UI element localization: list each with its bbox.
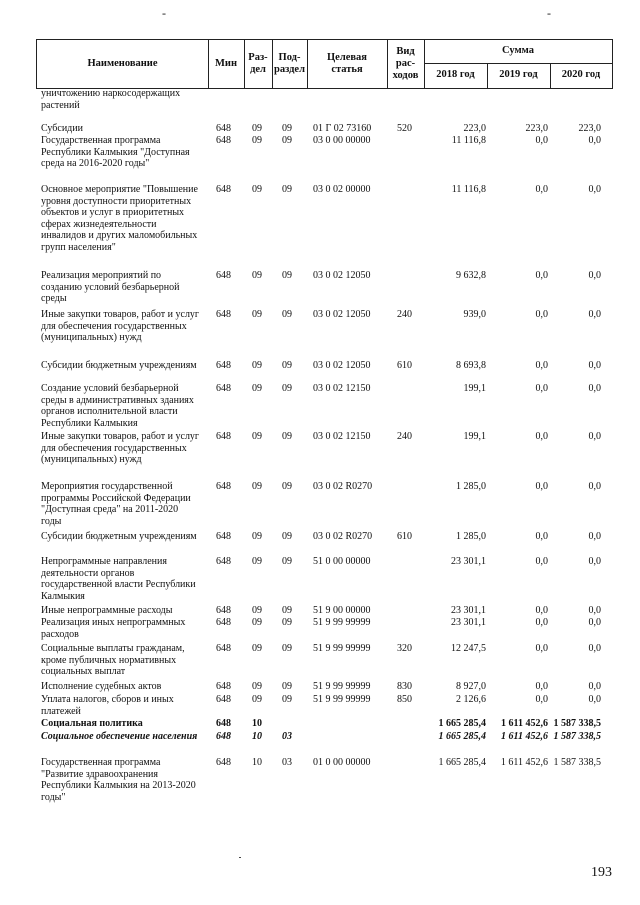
table-header: [36, 39, 613, 89]
row-expense-type: 520: [397, 123, 412, 134]
row-min: 648: [216, 718, 231, 729]
row-sum-2018: 12 247,5: [451, 643, 486, 654]
row-podrazdel: 09: [282, 605, 292, 616]
row-min: 648: [216, 383, 231, 394]
row-name: Иные закупки товаров, работ и услуг для обеспечения государственных (муниципальных) нужд: [41, 431, 200, 466]
row-sum-2018: 23 301,1: [451, 556, 486, 567]
row-sum-2018: 1 285,0: [456, 481, 486, 492]
row-podrazdel: 09: [282, 184, 292, 195]
row-podrazdel: 09: [282, 694, 292, 705]
row-sum-2019: 1 611 452,6: [501, 731, 548, 742]
row-min: 648: [216, 309, 231, 320]
row-name: Социальное обеспечение населения: [41, 731, 198, 742]
row-min: 648: [216, 270, 231, 281]
row-expense-type: 610: [397, 360, 412, 371]
row-razdel: 09: [252, 383, 262, 394]
row-sum-2018: 2 126,6: [456, 694, 486, 705]
top-mark-right: -: [547, 6, 551, 20]
row-name: Субсидии бюджетным учреждениям: [41, 531, 197, 542]
row-sum-2019: 0,0: [535, 481, 548, 492]
row-sum-2020: 1 587 338,5: [553, 757, 601, 768]
row-podrazdel: 09: [282, 123, 292, 134]
row-razdel: 09: [252, 605, 262, 616]
row-target-article: 01 Г 02 73160: [313, 123, 372, 134]
row-name: уничтожению наркосодержащих растений: [41, 88, 181, 111]
row-target-article: 03 0 02 12150: [313, 431, 371, 442]
row-min: 648: [216, 135, 231, 146]
row-target-article: 03 0 00 00000: [313, 135, 371, 146]
row-name: Исполнение судебных актов: [41, 681, 162, 692]
row-expense-type: 830: [397, 681, 412, 692]
row-sum-2019: 0,0: [535, 605, 548, 616]
row-sum-2019: 0,0: [535, 360, 548, 371]
row-podrazdel: 09: [282, 556, 292, 567]
row-sum-2018: 8 927,0: [456, 681, 486, 692]
row-sum-2019: 0,0: [535, 184, 548, 195]
row-razdel: 10: [252, 757, 262, 768]
row-target-article: 03 0 02 R0270: [313, 481, 373, 492]
row-sum-2019: 0,0: [535, 643, 548, 654]
row-podrazdel: 09: [282, 360, 292, 371]
row-target-article: 51 9 00 00000: [313, 605, 371, 616]
row-min: 648: [216, 360, 231, 371]
row-sum-2018: 11 116,8: [451, 135, 486, 146]
row-sum-2018: 23 301,1: [451, 605, 486, 616]
row-target-article: 51 9 99 99999: [313, 617, 371, 628]
row-name: Социальные выплаты гражданам, кроме публичных нормативных социальных выплат: [41, 643, 185, 678]
row-podrazdel: 09: [282, 383, 292, 394]
row-expense-type: 610: [397, 531, 412, 542]
row-sum-2019: 1 611 452,6: [501, 718, 548, 729]
row-min: 648: [216, 556, 231, 567]
row-name: Основное мероприятие "Повышение уровня доступности приоритетных объектов и услуг в приоритетных сферах жизнедеятельности инвалидов и других маломобильных групп населения": [41, 184, 198, 253]
row-sum-2019: 0,0: [535, 694, 548, 705]
row-sum-2019: 0,0: [535, 531, 548, 542]
row-sum-2020: 1 587 338,5: [553, 731, 601, 742]
row-min: 648: [216, 605, 231, 616]
row-razdel: 10: [252, 718, 262, 729]
row-sum-2019: 223,0: [525, 123, 548, 134]
row-name: Государственная программа "Развитие здравоохранения Республики Калмыкия на 2013-2020 годы": [41, 757, 196, 803]
row-sum-2018: 1 665 285,4: [438, 718, 486, 729]
row-podrazdel: 09: [282, 481, 292, 492]
row-razdel: 09: [252, 360, 262, 371]
header-razdel: Раз-дел: [248, 51, 268, 75]
row-sum-2019: 0,0: [535, 309, 548, 320]
row-name: Субсидии бюджетным учреждениям: [41, 360, 197, 371]
row-target-article: 03 0 02 12150: [313, 383, 371, 394]
row-min: 648: [216, 757, 231, 768]
row-sum-2020: 0,0: [588, 135, 601, 146]
row-sum-2020: 0,0: [588, 383, 601, 394]
row-sum-2020: 0,0: [588, 184, 601, 195]
row-sum-2020: 0,0: [588, 531, 601, 542]
row-sum-2020: 0,0: [588, 643, 601, 654]
row-sum-2019: 1 611 452,6: [500, 757, 548, 768]
row-name: Социальная политика: [41, 718, 143, 729]
row-razdel: 09: [252, 270, 262, 281]
row-name: Иные закупки товаров, работ и услуг для обеспечения государственных (муниципальных) нужд: [41, 309, 200, 344]
row-name: Иные непрограммные расходы: [41, 605, 173, 616]
row-sum-2018: 23 301,1: [451, 617, 486, 628]
row-podrazdel: 09: [282, 531, 292, 542]
row-razdel: 09: [252, 617, 262, 628]
row-sum-2019: 0,0: [535, 617, 548, 628]
header-sum: Сумма: [502, 45, 534, 57]
row-razdel: 09: [252, 123, 262, 134]
row-sum-2020: 0,0: [588, 481, 601, 492]
row-name: Реализация иных непрограммных расходов: [41, 617, 186, 640]
row-sum-2020: 0,0: [588, 360, 601, 371]
row-podrazdel: 09: [282, 643, 292, 654]
row-name: Государственная программа Республики Калмыкия "Доступная среда на 2016-2020 годы": [41, 135, 190, 170]
row-name: Непрограммные направления деятельности органов государственной власти Республики Калмыкия: [41, 556, 196, 602]
row-target-article: 51 9 99 99999: [313, 681, 371, 692]
row-razdel: 09: [252, 531, 262, 542]
row-name: Субсидии: [41, 123, 83, 134]
row-sum-2020: 0,0: [588, 556, 601, 567]
row-sum-2018: 1 665 285,4: [438, 731, 486, 742]
row-target-article: 03 0 02 12050: [313, 360, 371, 371]
row-razdel: 09: [252, 694, 262, 705]
row-expense-type: 850: [397, 694, 412, 705]
header-podrazdel: Под-раздел: [274, 51, 305, 75]
row-podrazdel: 09: [282, 431, 292, 442]
row-expense-type: 240: [397, 431, 412, 442]
row-razdel: 09: [252, 681, 262, 692]
row-podrazdel: 09: [282, 135, 292, 146]
row-sum-2018: 11 116,8: [451, 184, 486, 195]
row-sum-2018: 8 693,8: [456, 360, 486, 371]
row-name: Создание условий безбарьерной среды в административных зданиях органов исполнительной власти Республики Калмыкия: [41, 383, 194, 429]
header-expense-type: Вид рас-ходов: [392, 45, 419, 82]
row-name: Уплата налогов, сборов и иных платежей: [41, 694, 174, 717]
row-razdel: 10: [252, 731, 262, 742]
row-sum-2020: 223,0: [578, 123, 601, 134]
header-name: Наименование: [87, 57, 158, 69]
row-sum-2018: 223,0: [463, 123, 486, 134]
row-name: Мероприятия государственной программы Российской Федерации "Доступная среда" на 2011-2020 годы: [41, 481, 191, 527]
top-mark-left: -: [162, 6, 166, 20]
row-razdel: 09: [252, 135, 262, 146]
row-podrazdel: 03: [282, 731, 292, 742]
row-sum-2020: 0,0: [588, 605, 601, 616]
row-min: 648: [216, 481, 231, 492]
row-razdel: 09: [252, 556, 262, 567]
row-razdel: 09: [252, 643, 262, 654]
row-sum-2020: 0,0: [588, 309, 601, 320]
row-sum-2019: 0,0: [535, 681, 548, 692]
header-target-article: Целевая статья: [327, 51, 367, 75]
row-razdel: 09: [252, 184, 262, 195]
row-target-article: 03 0 02 00000: [313, 184, 371, 195]
row-sum-2020: 0,0: [588, 681, 601, 692]
row-razdel: 09: [252, 309, 262, 320]
row-podrazdel: 09: [282, 617, 292, 628]
row-min: 648: [216, 731, 231, 742]
row-min: 648: [216, 431, 231, 442]
row-sum-2018: 199,1: [463, 383, 486, 394]
row-target-article: 03 0 02 12050: [313, 309, 371, 320]
row-sum-2019: 0,0: [535, 383, 548, 394]
row-sum-2018: 1 285,0: [456, 531, 486, 542]
row-min: 648: [216, 531, 231, 542]
row-min: 648: [216, 123, 231, 134]
row-sum-2019: 0,0: [535, 135, 548, 146]
page-number: 193: [591, 865, 612, 880]
row-min: 648: [216, 681, 231, 692]
row-min: 648: [216, 643, 231, 654]
row-sum-2020: 0,0: [588, 694, 601, 705]
row-sum-2020: 1 587 338,5: [553, 718, 601, 729]
row-podrazdel: 03: [282, 757, 292, 768]
row-target-article: 03 0 02 12050: [313, 270, 371, 281]
row-target-article: 51 0 00 00000: [313, 556, 371, 567]
header-year-2020: 2020 год: [561, 69, 601, 81]
row-target-article: 03 0 02 R0270: [313, 531, 373, 542]
row-razdel: 09: [252, 481, 262, 492]
row-target-article: 51 9 99 99999: [313, 694, 371, 705]
row-sum-2020: 0,0: [588, 431, 601, 442]
row-sum-2020: 0,0: [588, 617, 601, 628]
row-sum-2020: 0,0: [588, 270, 601, 281]
header-year-2018: 2018 год: [436, 69, 475, 81]
row-min: 648: [216, 617, 231, 628]
row-expense-type: 240: [397, 309, 412, 320]
row-target-article: 01 0 00 00000: [313, 757, 371, 768]
header-min: Мин: [214, 57, 237, 69]
row-podrazdel: 09: [282, 309, 292, 320]
header-year-2019: 2019 год: [499, 69, 538, 81]
row-target-article: 51 9 99 99999: [313, 643, 371, 654]
row-expense-type: 320: [397, 643, 412, 654]
row-sum-2018: 9 632,8: [456, 270, 486, 281]
row-podrazdel: 09: [282, 681, 292, 692]
row-min: 648: [216, 694, 231, 705]
row-sum-2018: 939,0: [463, 309, 486, 320]
row-min: 648: [216, 184, 231, 195]
row-sum-2019: 0,0: [535, 556, 548, 567]
row-sum-2018: 199,1: [463, 431, 486, 442]
row-sum-2019: 0,0: [535, 431, 548, 442]
row-razdel: 09: [252, 431, 262, 442]
row-sum-2019: 0,0: [535, 270, 548, 281]
scan-dot: [239, 857, 241, 858]
row-name: Реализация мероприятий по созданию условий безбарьерной среды: [41, 270, 180, 305]
row-sum-2018: 1 665 285,4: [438, 757, 486, 768]
row-podrazdel: 09: [282, 270, 292, 281]
